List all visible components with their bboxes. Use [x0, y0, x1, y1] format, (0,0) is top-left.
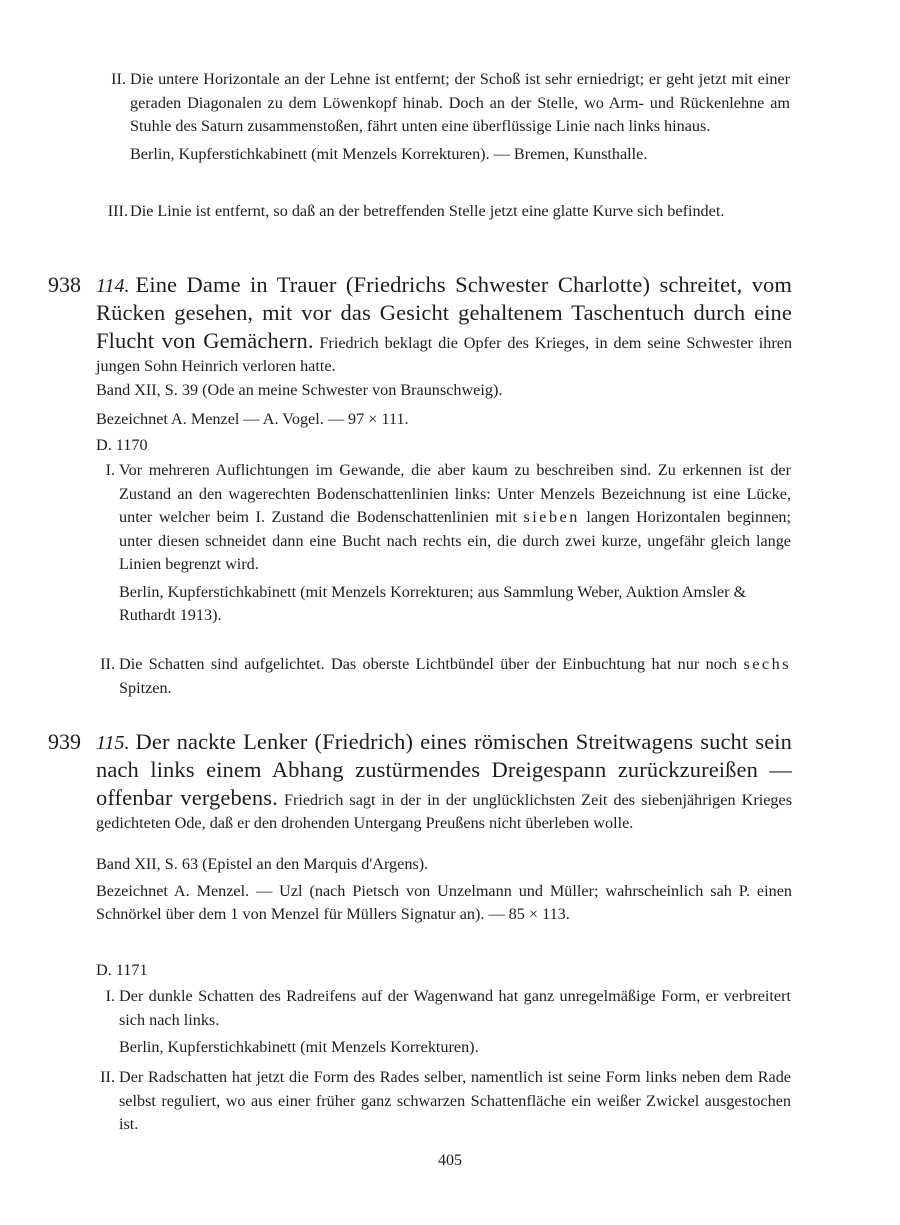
state-location: Berlin, Kupferstichkabinett (mit Menzels Korrekturen).	[119, 1038, 479, 1056]
entry-description: Friedrich sagt in der in der unglücklichsten Zeit des siebenjährigen Krieges gedichteten Ode, daß er den drohenden Untergang Preußens nicht überleben wolle.	[96, 791, 792, 832]
state-number: II.	[100, 1068, 115, 1086]
page-number: 405	[438, 1152, 462, 1169]
state-block	[100, 653, 791, 700]
state-block	[111, 68, 790, 166]
entry-signature: Bezeichnet A. Menzel — A. Vogel. — 97 × 111.	[96, 410, 409, 428]
catalog-entry-heading	[48, 271, 793, 378]
state-number: II.	[100, 655, 115, 673]
state-number: I.	[105, 987, 115, 1005]
state-block	[105, 985, 791, 1060]
entry-reference: Band XII, S. 63 (Epistel an den Marquis d'Argens).	[96, 855, 429, 873]
volume-number: 114.	[96, 275, 130, 297]
catalog-entry-heading	[48, 728, 792, 835]
catalog-number: 939	[48, 729, 81, 754]
state-number: I.	[105, 461, 115, 479]
state-location: Berlin, Kupferstichkabinett (mit Menzels Korrekturen). — Bremen, Kunsthalle.	[130, 144, 648, 163]
catalog-number: 938	[48, 272, 81, 297]
entry-dorgerloh-number: D. 1170	[96, 436, 148, 454]
state-text: Der Radschatten hat jetzt die Form des Rades selber, namentlich ist seine Form links neben dem Rade selbst reguliert, wo aus einer früher ganz schwarzen Schattenfläche ein weißer Zwickel ausgestochen ist.	[119, 1068, 791, 1133]
volume-number: 115.	[96, 732, 130, 754]
state-number: III.	[107, 202, 128, 220]
entry-description: Friedrich beklagt die Opfer des Krieges, in dem seine Schwester ihren jungen Sohn Heinrich verloren hatte.	[96, 334, 793, 375]
state-text: Die untere Horizontale an der Lehne ist entfernt; der Schoß ist sehr erniedrigt; er geht jetzt mit einer geraden Diagonalen zu dem Löwenkopf hinab. Doch an der Stelle, wo Arm- und Rückenlehne am Stuhle des Saturn zusammenstoßen, fährt unten eine überflüssige Linie nach links hinaus.	[130, 70, 790, 135]
state-block	[107, 200, 790, 224]
state-text: Vor mehreren Auflichtungen im Gewande, die aber kaum zu beschreiben sind. Zu erkennen ist der Zustand an den wagerechten Bodenschattenlinien links: Unter Menzels Bezeichnung ist eine Lücke, unter welcher beim I. Zustand die Bodenschattenlinien mit sieben langen Horizontalen beginnen; unter diesen schneidet dann eine Bucht nach rechts ein, die durch zwei kurze, ungefähr gleich lange Linien begrenzt wird.	[119, 461, 791, 573]
state-location: Berlin, Kupferstichkabinett (mit Menzels Korrekturen; aus Sammlung Weber, Auktion Amsler & Ruthardt 1913).	[119, 582, 747, 624]
state-text: Der dunkle Schatten des Radreifens auf der Wagenwand hat ganz unregelmäßige Form, er verbreitert sich nach links.	[119, 987, 791, 1029]
state-text: Die Schatten sind aufgelichtet. Das oberste Lichtbündel über der Einbuchtung hat nur noch sechs Spitzen.	[119, 655, 791, 697]
entry-dorgerloh-number: D. 1171	[96, 961, 148, 979]
entry-signature: Bezeichnet A. Menzel. — Uzl (nach Pietsch von Unzelmann und Müller; wahrscheinlich sah P. einen Schnörkel über dem 1 von Menzel für Müllers Signatur an). — 85 × 113.	[96, 882, 792, 923]
state-text: Die Linie ist entfernt, so daß an der betreffenden Stelle jetzt eine glatte Kurve sich befindet.	[130, 202, 725, 220]
state-block	[105, 459, 791, 628]
state-number: II.	[111, 70, 126, 88]
entry-title: Eine Dame in Trauer (Friedrichs Schwester Charlotte) schreitet, vom Rücken gesehen, mit vor das Gesicht gehaltenem Taschentuch durch eine Flucht von Gemächern.	[96, 272, 792, 353]
state-block	[100, 1066, 791, 1137]
entry-reference: Band XII, S. 39 (Ode an meine Schwester von Braunschweig).	[96, 381, 503, 399]
entry-title: Der nackte Lenker (Friedrich) eines römischen Streitwagens sucht sein nach links einem Abhang zustürmendes Dreigespann zurückzureißen — offenbar vergebens.	[96, 729, 792, 810]
